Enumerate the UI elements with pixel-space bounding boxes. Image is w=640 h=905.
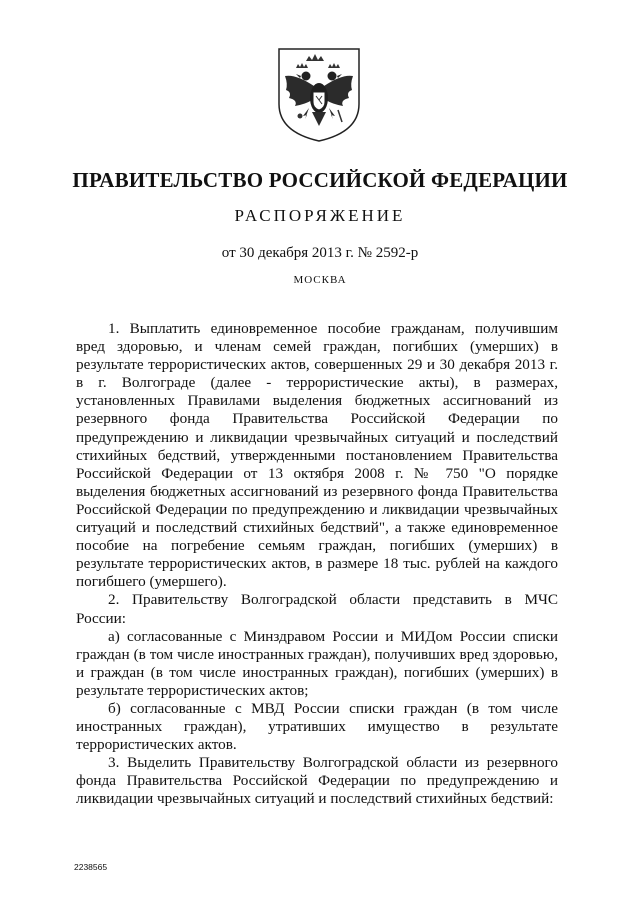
paragraph-2b: б) согласованные с МВД России списки граждан (в том числе иностранных граждан), утративших имущество в результате террористических актов.	[76, 699, 558, 754]
russian-coat-of-arms-icon	[276, 46, 362, 144]
paragraph-1: 1. Выплатить единовременное пособие гражданам, получившим вред здоровью, и членам семей граждан, погибших (умерших) в результате террористических актов, совершенных 29 и 30 декабря 2013 г. в г. Волгограде (далее - террористические акты), в размерах, установленных Правилами выделения бюджетных ассигнований из резервного фонда Правительства Российской Федерации по предупреждению и ликвидации чрезвычайных ситуаций и последствий стихийных бедствий, утвержденными постановлением Правительства Российской Федерации от 13 октября 2008 г. № 750 "О порядке выделения бюджетных ассигнований из резервного фонда Правительства Российской Федерации по предупреждению и ликвидации чрезвычайных ситуаций и последствий стихийных бедствий", а также единовременное пособие на погребение семьям граждан, погибших (умерших) в результате террористических актов, в размере 18 тыс. рублей на каждого погибшего (умершего).	[76, 320, 558, 591]
document-place: МОСКВА	[293, 274, 347, 286]
paragraph-2a: а) согласованные с Минздравом России и МИДом России списки граждан (в том числе иностранных граждан), получивших вред здоровью, и граждан (в том числе иностранных граждан), погибших (умерших) в результате террористических актов;	[76, 627, 558, 699]
document-date-number: от 30 декабря 2013 г. № 2592-р	[221, 245, 419, 261]
document-code: 2238565	[74, 862, 108, 872]
government-title: ПРАВИТЕЛЬСТВО РОССИЙСКОЙ ФЕДЕРАЦИИ	[72, 168, 568, 192]
document-type: РАСПОРЯЖЕНИЕ	[234, 206, 406, 225]
document-body	[76, 320, 558, 809]
paragraph-3: 3. Выделить Правительству Волгоградской области из резервного фонда Правительства Российской Федерации по предупреждению и ликвидации чрезвычайных ситуаций и последствий стихийных бедствий:	[76, 754, 558, 808]
paragraph-2: 2. Правительству Волгоградской области представить в МЧС России:	[76, 591, 558, 627]
